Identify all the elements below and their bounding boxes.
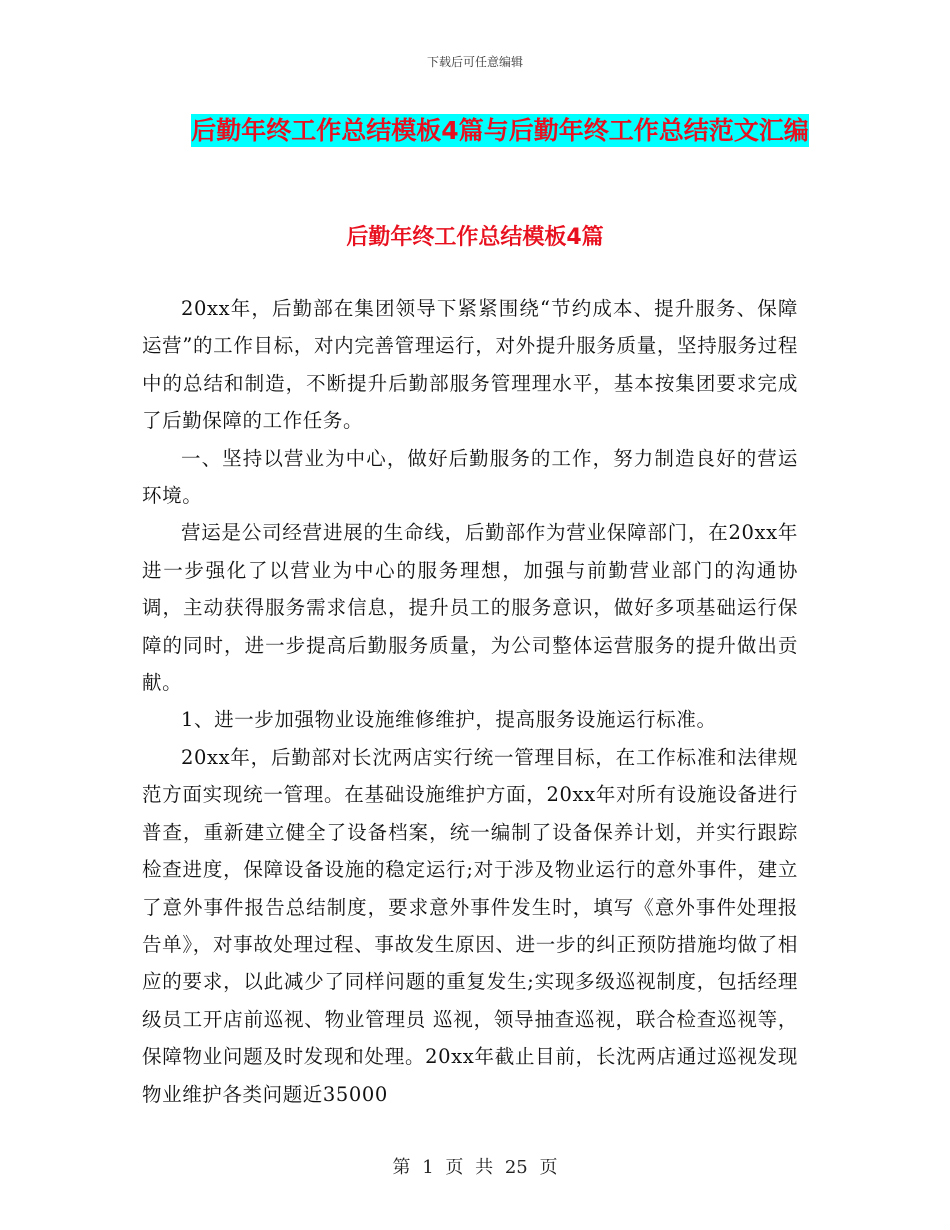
- page-footer: 第 1 页 共 25 页: [392, 1157, 558, 1178]
- paragraph: 20xx年，后勤部对长沈两店实行统一管理目标，在工作标准和法律规范方面实现统一管理。在基础设施维护方面，20xx年对所有设施设备进行普查，重新建立健全了设备档案，统一编制了设备保养计划，并实行跟踪检查进度，保障设备设施的稳定运行;对于涉及物业运行的意外事件，建立了意外事件报告总结制度，要求意外事件发生时，填写《意外事件处理报告单》，对事故处理过程、事故发生原因、进一步的纠正预防措施均做了相应的要求，以此减少了同样问题的重复发生;实现多级巡视制度，包括经理级员工开店前巡视、物业管理员 巡视，领导抽查巡视，联合检查巡视等，保障物业问题及时发现和处理。20xx年截止目前，长沈两店通过巡视发现物业维护各类问题近35000: [142, 745, 798, 1106]
- document-title-highlight: 后勤年终工作总结模板4篇与后勤年终工作总结范文汇编: [191, 116, 809, 145]
- body-text: [142, 290, 798, 1113]
- paragraph: 20xx年，后勤部在集团领导下紧紧围绕“节约成本、提升服务、保障运营”的工作目标，对内完善管理运行，对外提升服务质量，坚持服务过程中的总结和制造，不断提升后勤部服务管理理水平，基本按集团要求完成了后勤保障的工作任务。: [142, 297, 798, 433]
- paragraph: 1、进一步加强物业设施维修维护，提高服务设施运行标准。: [181, 708, 717, 732]
- paragraph: 营运是公司经营进展的生命线，后勤部作为营业保障部门，在20xx年进一步强化了以营业为中心的服务理想，加强与前勤营业部门的沟通协调，主动获得服务需求信息，提升员工的服务意识，做好多项基础运行保障的同时，进一步提高后勤服务质量，为公司整体运营服务的提升做出贡献。: [142, 521, 798, 695]
- section-title: 后勤年终工作总结模板4篇: [346, 225, 604, 250]
- header-note: 下载后可任意编辑: [426, 55, 523, 69]
- paragraph: 一、坚持以营业为中心，做好后勤服务的工作，努力制造良好的营运环境。: [142, 446, 798, 508]
- document-title: [150, 108, 850, 154]
